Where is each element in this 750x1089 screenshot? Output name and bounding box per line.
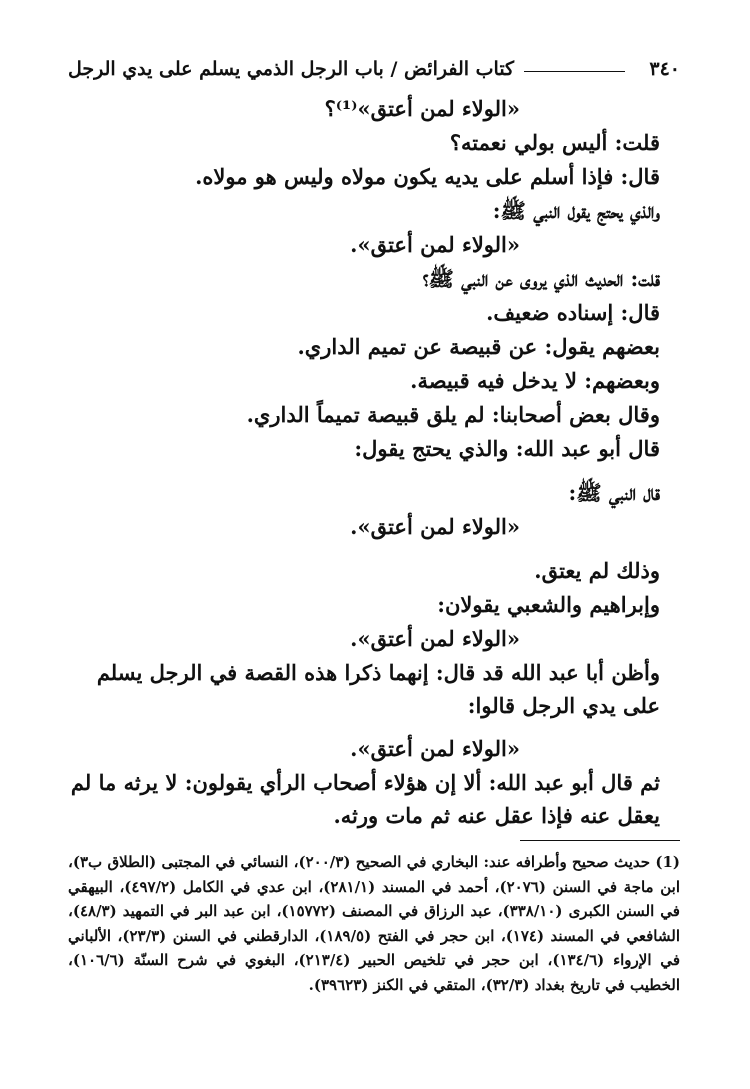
text-line: والذي يحتج يقول النبي ﷺ: xyxy=(492,198,660,223)
footnotes xyxy=(68,850,680,997)
text-line: قلت: أليس بولي نعمته؟ xyxy=(449,130,660,155)
footnote-rule xyxy=(520,840,680,841)
page-header xyxy=(68,40,680,80)
text-line: قال أبو عبد الله: والذي يحتج يقول: xyxy=(354,436,660,461)
header-rule xyxy=(524,71,625,72)
main-text xyxy=(68,92,680,832)
text-line: «الولاء لمن أعتق». xyxy=(350,736,520,761)
text-line: قال: إسناده ضعيف. xyxy=(486,300,660,325)
page-number: ٣٤٠ xyxy=(649,58,680,80)
text-line: «الولاء لمن أعتق». xyxy=(350,626,520,651)
text-line: «الولاء لمن أعتق». xyxy=(350,514,520,539)
footnote-1: (1) حديث صحيح وأطرافه عند: البخاري في الصحيح (٢٠٠/٣)، النسائي في المجتبى (الطلاق ب٣)، ابن ماجة في السنن (٢٠٧٦)، أحمد في المسند (٢٨١/١)، ابن عدي في الكامل (٤٩٧/٢)، البيهقي في السنن الكبرى (٣٣٨/١٠)، عبد الرزاق في المصنف (١٥٧٧٢)، ابن عبد البر في التمهيد (٤٨/٣)، الشافعي في المسند (١٧٤)، ابن حجر في الفتح (١٨٩/٥)، الدارقطني في السنن (٢٣/٣)، الألباني في الإرواء (١٣٤/٦)، ابن حجر في تلخيص الحبير (٢١٣/٤)، البغوي في شرح السنّة (١٠٦/٦)، الخطيب في تاريخ بغداد (٣٢/٣)، المتقي في الكنز (٣٩٦٢٣). xyxy=(68,853,680,994)
text-line: وقال بعض أصحابنا: لم يلق قبيصة تميماً الداري. xyxy=(246,402,660,427)
running-title: كتاب الفرائض / باب الرجل الذمي يسلم على يدي الرجل xyxy=(68,58,515,80)
text-line: وبعضهم: لا يدخل فيه قبيصة. xyxy=(410,368,660,393)
text-paragraph: ثم قال أبو عبد الله: ألا إن هؤلاء أصحاب الرأي يقولون: لا يرثه ما لم يعقل عنه فإذا عقل عنه ثم مات ورثه. xyxy=(70,770,660,828)
text-line: قال النبي ﷺ: xyxy=(568,480,660,505)
text-line: وإبراهيم والشعبي يقولان: xyxy=(437,592,660,617)
text-paragraph: وأظن أبا عبد الله قد قال: إنهما ذكرا هذه القصة في الرجل يسلم على يدي الرجل قالوا: xyxy=(96,660,660,718)
text-line: وذلك لم يعتق. xyxy=(534,558,660,583)
text-line: قال: فإذا أسلم على يديه يكون مولاه وليس هو مولاه. xyxy=(195,164,660,189)
text-line: «الولاء لمن أعتق». xyxy=(350,232,520,257)
text-line: بعضهم يقول: عن قبيصة عن تميم الداري. xyxy=(297,334,660,359)
text-line: قلت: الحديث الذي يروى عن النبي ﷺ؟ xyxy=(422,266,660,291)
text-line: «الولاء لمن أعتق»⁽¹⁾؟ xyxy=(324,96,520,121)
